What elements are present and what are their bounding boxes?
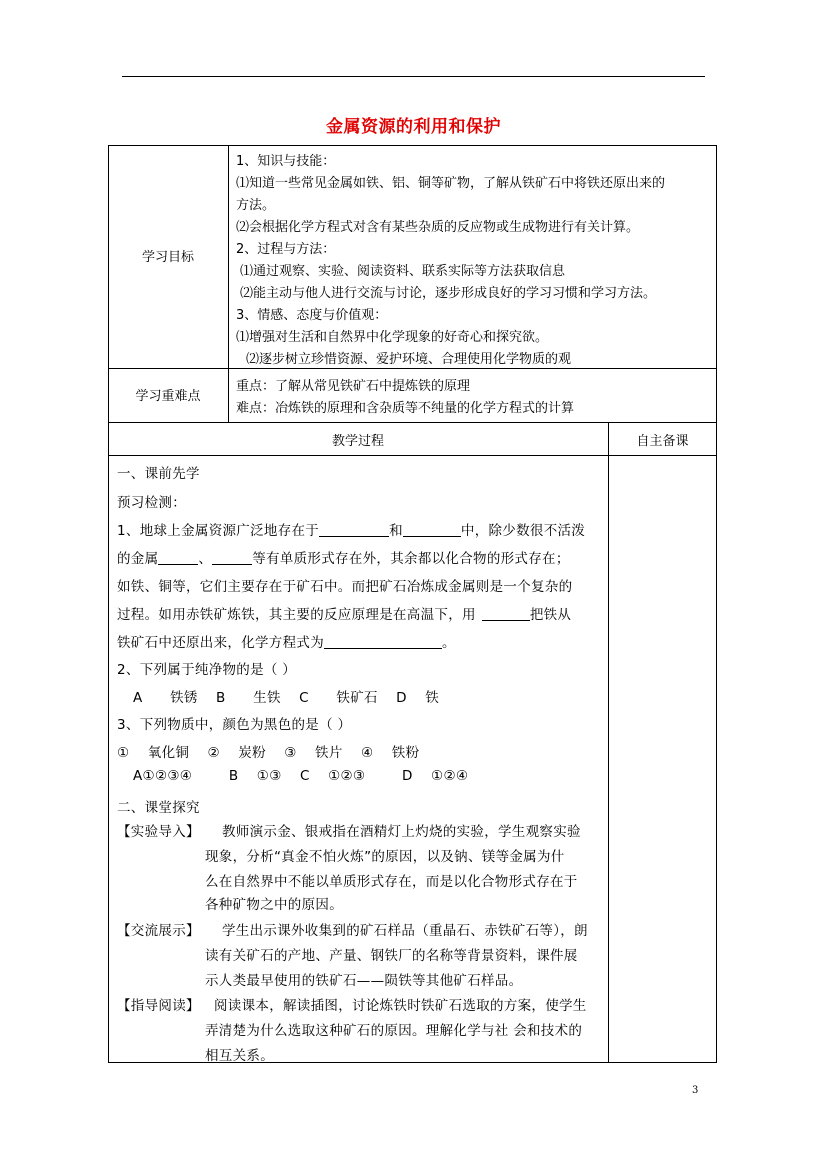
table-divider — [108, 422, 717, 423]
block-line: 相互关系。 — [205, 1048, 274, 1064]
objective-line: 1、知识与技能： — [236, 154, 336, 169]
question-1-line — [117, 519, 585, 539]
q1-text: 。 — [442, 635, 456, 651]
block-line: 教师演示金、银戒指在酒精灯上灼烧的实验，学生观察实验 — [222, 824, 581, 840]
block-line: 示人类最早使用的铁矿石——陨铁等其他矿石样品。 — [205, 973, 523, 989]
answer-blank — [319, 522, 389, 537]
q1-text: 把铁从 — [529, 607, 572, 623]
question-3-options: A①②③④ B ①③ C ①②③ D ①②④ — [133, 768, 469, 784]
table-divider — [108, 368, 717, 369]
q1-text: 和 — [389, 523, 403, 539]
q1-text: 1、地球上金属资源广泛地存在于 — [117, 523, 320, 539]
block-line: 阅读课本，解读插图，讨论炼铁时铁矿石选取的方案，使学生 — [214, 998, 587, 1014]
self-prep-header: 自主备课 — [636, 434, 689, 449]
block-tag: 【指导阅读】 — [117, 998, 200, 1014]
answer-blank — [158, 550, 198, 565]
answer-blank — [482, 606, 530, 621]
q1-text: 中，除少数很不活泼 — [460, 523, 586, 539]
block-tag: 【交流展示】 — [117, 923, 200, 939]
section-heading: 二、课堂探究 — [117, 800, 200, 816]
key-points-label: 学习重难点 — [135, 389, 201, 404]
block-tag: 【实验导入】 — [117, 824, 200, 840]
table-divider — [608, 422, 609, 1063]
q1-text: 、 — [198, 551, 213, 567]
q1-text: 的金属 — [117, 551, 159, 567]
objective-line: ⑵逐步树立珍惜资源、爱护环境、合理使用化学物质的观 — [246, 352, 572, 367]
answer-blank — [212, 550, 252, 565]
block-line: 么在自然界中不能以单质形式存在，而是以化合物形式存在于 — [205, 874, 578, 890]
answer-blank — [403, 522, 461, 537]
question-1-line: 如铁、铜等，它们主要存在于矿石中。而把矿石冶炼成金属则是一个复杂的 — [117, 579, 573, 595]
objective-line: ⑴通过观察、实验、阅读资料、联系实际等方法获取信息 — [240, 264, 566, 279]
objectives-label: 学习目标 — [141, 250, 194, 265]
table-divider — [108, 455, 717, 456]
key-point-line: 重点：了解从常见铁矿石中提炼铁的原理 — [236, 379, 471, 394]
block-line: 学生出示课外收集到的矿石样品（重晶石、赤铁矿石等），朗 — [222, 923, 588, 939]
q1-text: 等有单质形式存在外，其余都以化合物的形式存在； — [252, 551, 570, 567]
objective-line: ⑴知道一些常见金属如铁、铝、铜等矿物，了解从铁矿石中将铁还原出来的 — [236, 176, 666, 191]
process-header: 教学过程 — [331, 434, 384, 449]
objective-line: 2、过程与方法： — [236, 242, 336, 257]
objective-line: ⑵会根据化学方程式对含有某些杂质的反应物或生成物进行有关计算。 — [236, 220, 640, 235]
question-2-stem: 2、下列属于纯净物的是（ ） — [117, 662, 297, 678]
objective-line: ⑵能主动与他人进行交流与讨论，逐步形成良好的学习习惯和学习方法。 — [240, 286, 657, 301]
q1-text: 铁矿石中还原出来，化学方程式为 — [117, 635, 324, 651]
page-number: 3 — [692, 1085, 699, 1096]
question-1-line — [117, 547, 570, 567]
block-line: 现象，分析“真金不怕火炼”的原因，以及钠、镁等金属为什 — [205, 849, 565, 865]
page-title: 金属资源的利用和保护 — [326, 117, 501, 137]
block-line: 读有关矿石的产地、产量、钢铁厂的名称等背景资料，课件展 — [205, 948, 578, 964]
question-3-items: ① 氧化铜 ② 炭粉 ③ 铁片 ④ 铁粉 — [117, 745, 420, 761]
question-1-line — [117, 603, 571, 623]
q1-text: 过程。如用赤铁矿炼铁，其主要的反应原理是在高温下，用 — [117, 607, 476, 623]
section-heading: 一、课前先学 — [117, 466, 200, 482]
block-line: 各种矿物之中的原因。 — [205, 897, 343, 913]
question-1-line — [117, 631, 456, 651]
key-point-line: 难点：冶炼铁的原理和含杂质等不纯量的化学方程式的计算 — [236, 401, 575, 416]
table-divider — [228, 145, 229, 422]
answer-blank — [324, 634, 442, 649]
question-3-stem: 3、下列物质中，颜色为黑色的是（ ） — [117, 717, 352, 733]
objective-line: 3、情感、态度与价值观： — [236, 308, 388, 323]
question-2-options: A 铁锈 B 生铁 C 铁矿石 D 铁 — [133, 690, 440, 706]
objective-line: ⑴增强对生活和自然界中化学现象的好奇心和探究欲。 — [236, 330, 549, 345]
block-line: 弄清楚为什么选取这种矿石的原因。理解化学与社 会和技术的 — [205, 1023, 583, 1039]
objective-line: 方法。 — [236, 198, 276, 213]
preview-heading: 预习检测： — [117, 495, 186, 511]
header-rule — [122, 76, 705, 77]
